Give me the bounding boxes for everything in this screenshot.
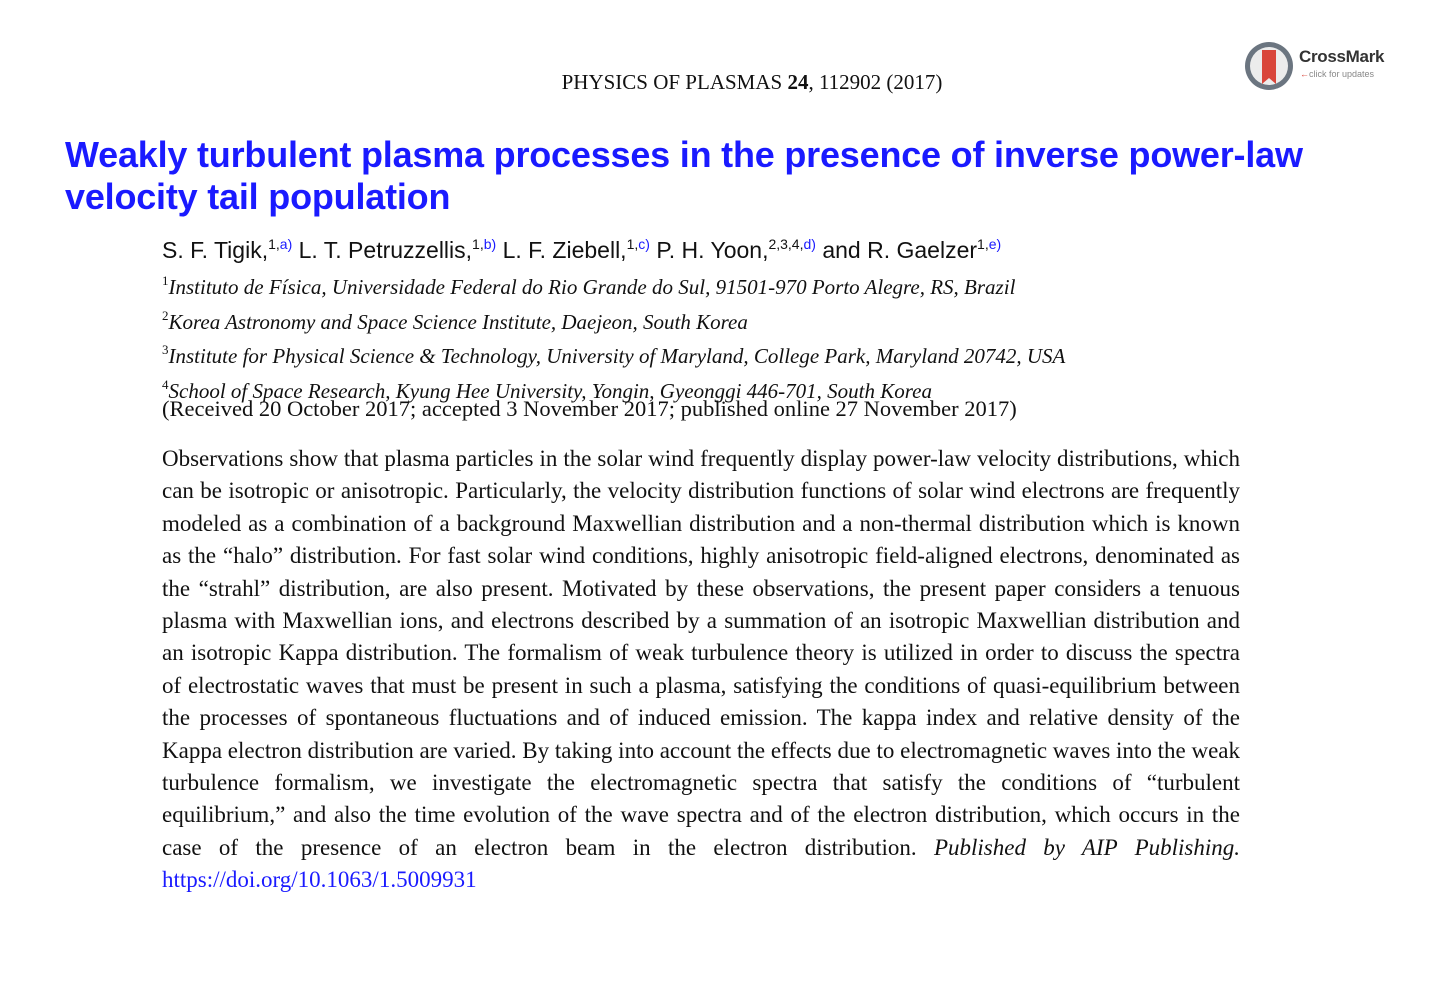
- affiliation-list: [162, 267, 1362, 405]
- affiliation: $^3$Institute for Physical Science & Technology, University of Maryland, College Park, Maryland 20742, USA: [162, 342, 1066, 368]
- affiliation: $^2$Korea Astronomy and Space Science Institute, Daejeon, South Korea: [162, 307, 748, 334]
- abstract-body: Observations show that plasma particles in the solar wind frequently display power-law velocity distributions, which can be isotropic or anisotropic. Particularly, the velocity distribution functions of solar wind electrons are frequently modeled as a combination of a background Maxwellian distribution and a non-thermal distribution which is known as the “halo” distribution. For fast solar wind conditions, highly anisotropic field-aligned electrons, denominated as the “strahl” distribution, are also present. Motivated by these observations, the present paper considers a tenuous plasma with Maxwellian ions, and electrons described by a summation of an isotropic Maxwellian distribution and an isotropic Kappa distribution. The formalism of weak turbulence theory is utilized in order to discuss the spectra of electrostatic waves that must be present in such a plasma, satisfying the conditions of quasi-equilibrium between the processes of spontaneous fluctuations and of induced emission. The kappa index and relative density of the Kappa electron distribution are varied. By taking into account the effects due to electromagnetic waves into the weak turbulence formalism, we investigate the electromagnetic spectra that satisfy the conditions of “turbulent equilibrium,” and also the time evolution of the wave spectra and of the electron distribution, which occurs in the case of the presence of an electron beam in the electron distribution.: [162, 446, 1240, 860]
- doi-link[interactable]: https://doi.org/10.1063/1.5009931: [162, 867, 477, 893]
- author: S. F. Tigik,$^{1,a)}$: [162, 236, 293, 263]
- author-note-link[interactable]: e): [988, 236, 1002, 252]
- journal-header: [0, 70, 1454, 95]
- crossmark-badge[interactable]: [1243, 40, 1383, 92]
- author-note-link[interactable]: b): [483, 236, 497, 252]
- author-note-link[interactable]: c): [638, 236, 650, 252]
- arrow-left-icon: ←: [1300, 69, 1309, 79]
- author: P. H. Yoon,$^{2,3,4,d)}$: [656, 236, 816, 263]
- author: L. T. Petruzzellis,$^{1,b)}$: [298, 236, 497, 263]
- abstract: [162, 443, 1240, 897]
- journal-citation: , 112902 (2017): [808, 70, 943, 94]
- crossmark-icon: [1243, 40, 1295, 92]
- author: L. F. Ziebell,$^{1,c)}$: [502, 236, 650, 263]
- author-note-link[interactable]: a): [279, 236, 293, 252]
- affiliation: $^4$School of Space Research, Kyung Hee University, Yongin, Gyeonggi 446-701, South Korea: [162, 376, 932, 403]
- paper-title: Weakly turbulent plasma processes in the presence of inverse power-law velocity tail population: [65, 134, 1303, 217]
- affiliation: $^1$Instituto de Física, Universidade Federal do Rio Grande do Sul, 91501-970 Porto Alegre, RS, Brazil: [162, 273, 1016, 299]
- crossmark-label: CrossMark: [1299, 47, 1385, 66]
- journal-name: PHYSICS OF PLASMAS: [561, 70, 783, 94]
- author: and R. Gaelzer$^{1,e)}$: [822, 236, 1002, 263]
- author-list: [162, 236, 1362, 264]
- received-dates: (Received 20 October 2017; accepted 3 November 2017; published online 27 November 2017): [162, 396, 1017, 421]
- publisher-note: Published by AIP Publishing.: [933, 834, 1241, 860]
- author-note-link[interactable]: d): [803, 236, 816, 252]
- journal-volume: 24: [787, 70, 809, 94]
- crossmark-subtext: ←click for updates: [1300, 69, 1375, 79]
